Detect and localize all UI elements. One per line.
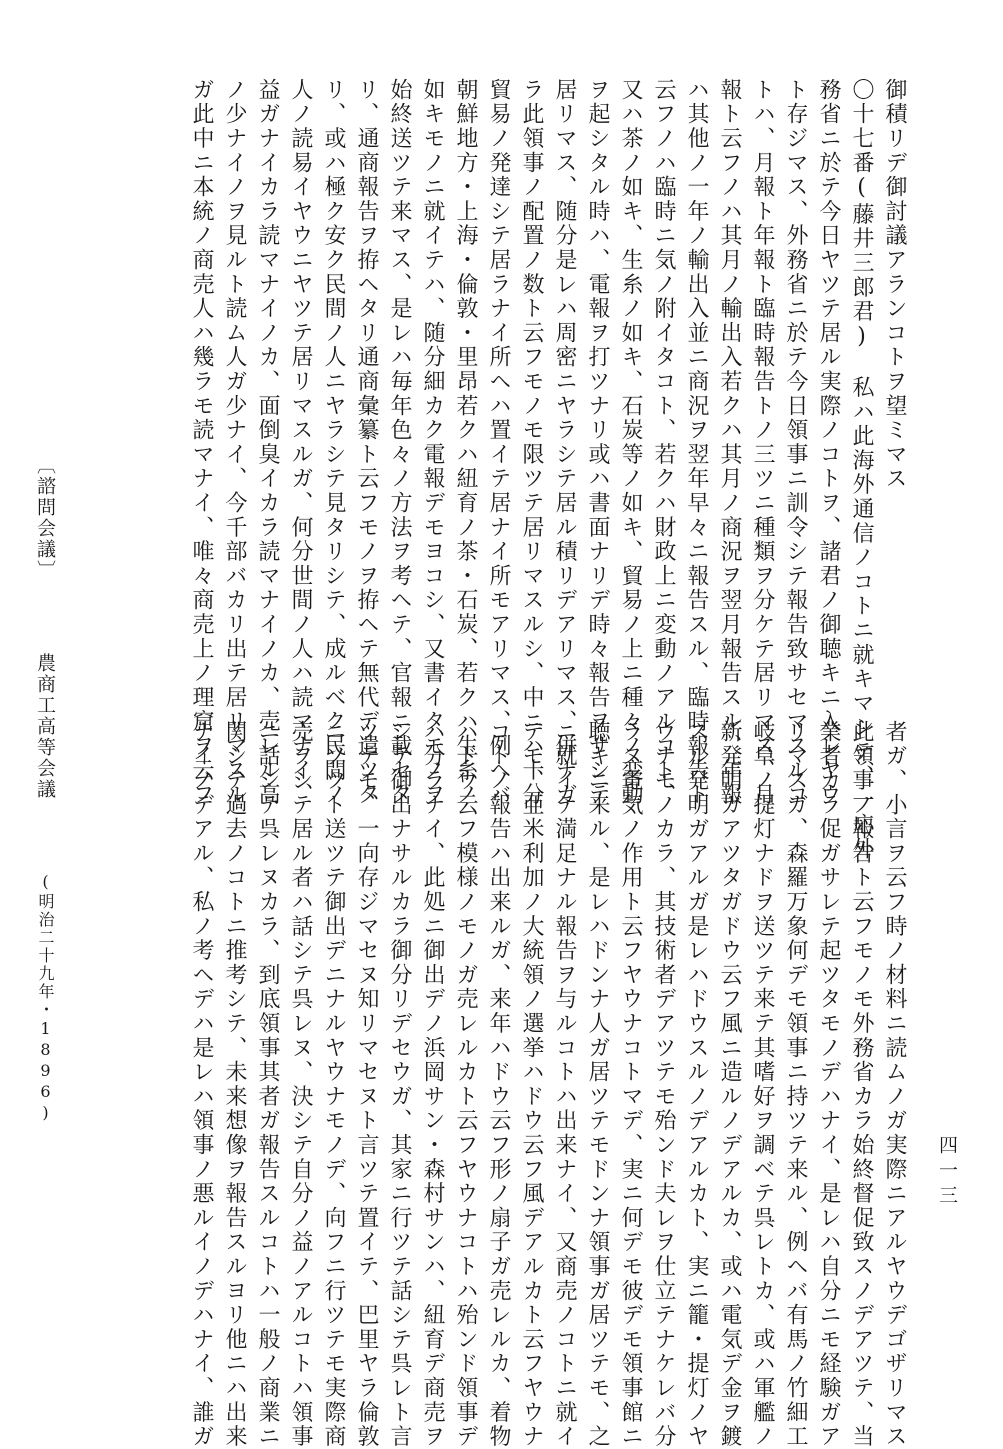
text-column: 御積リデ御討議アランコトヲ望ミマス	[882, 78, 907, 492]
text-column: 新発明ガアツタガドウ云フ風ニ造ルノデアルカ、或ハ電気デ金ヲ鍍	[717, 720, 742, 1449]
text-column: 業者カラ促ガサレテ起ツタモノデハナイ、是レハ自分ニモ経験ガア	[816, 720, 841, 1449]
upper-text-block	[71, 78, 911, 862]
text-column: ツテモ、一向存ジマセヌ知リマセヌト言ツテ置イテ、巴里ヤラ倫敦	[354, 720, 379, 1449]
running-footer	[32, 455, 59, 1124]
text-column: 云フノハ臨時ニ気ノ附イタコト、若クハ財政上ニ変動ノアルコト、	[651, 78, 676, 807]
text-column: 聴キニ来ル、是レハドンナ人ガ居ツテモドンナ領事ガ居ツテモ、之	[585, 720, 610, 1449]
text-column: 人ノ読易イヤウニヤツテ居リマスルガ、何分世間ノ人ハ読マナイ、	[288, 78, 313, 807]
text-column: リマスガ、森羅万象何デモ領事ニ持ツテ来ル、例ヘバ有馬ノ竹細工	[783, 720, 808, 1449]
text-column: 益ガナイカラ読マナイノカ、面倒臭イカラ読マナイノカ、売レル高	[255, 78, 280, 807]
text-column: テモ、亜米利加ノ大統領ノ選挙ハドウ云フ風デアルカト云フヤウナ	[519, 720, 544, 1449]
text-column: ニ話シテ呉レヌカラ、到底領事其者ガ報告スルコトハ一般ノ商業ニ	[255, 720, 280, 1449]
text-column: ハ分ラナイ、此処ニ御出デノ浜岡サン・森村サンハ、紐育デ商売ヲ	[420, 720, 445, 1449]
section-label: 〔諮問会議〕	[34, 455, 56, 581]
text-column: 〇十七番(藤井三郎君) 私ハ此海外通信ノコトニ就キマシテ、一応外	[849, 78, 874, 862]
text-column: ハドウ云フ模様ノモノガ売レルカト云フヤウナコトハ殆ンド領事デ	[453, 720, 478, 1449]
text-column: 報ト云フノハ其月ノ輸出入若クハ其月ノ商況ヲ翌月報告スル、年報	[717, 78, 742, 807]
text-column: 関シテ過去ノコトニ推考シテ、未来想像ヲ報告スルヨリ他ニハ出来	[222, 720, 247, 1449]
text-column: 岐阜ノ提灯ナドヲ送ツテ来テ其嗜好ヲ調ベテ呉レトカ、或ハ軍艦ノ	[750, 720, 775, 1449]
text-column: 者ガ、小言ヲ云フ時ノ材料ニ読ムノガ実際ニアルヤウデゴザリマス	[882, 720, 907, 1449]
text-column: ハ其他ノ一年ノ輸出入並ニ商況ヲ翌年早々ニ報告スル、臨時報告ト	[684, 78, 709, 807]
page-number: 四一三	[936, 1135, 958, 1210]
text-column: 此領事ノ報告ト云フモノモ外務省カラ始終督促致スノデアツテ、当	[849, 720, 874, 1449]
text-column: ト存ジマス、外務省ニ於テ今日領事ニ訓令シテ報告致サセマスルコ	[783, 78, 808, 807]
text-column: ニソツト送ツテ御出デニナルヤウナモノデ、向フニ行ツテモ実際商	[321, 720, 346, 1449]
text-column: ヲ起シタル時ハ、電報ヲ打ツナリ或ハ書面ナリデ時々報告ヲサシテ	[585, 78, 610, 807]
text-column: リ、或ハ極ク安ク民間ノ人ニヤラシテ見タリシテ、成ルベク民間ノ	[321, 78, 346, 807]
publication-title: 農商工高等会議	[34, 653, 56, 800]
text-column: ラヌ電気ノ作用ト云フヤウナコトマデ、実ニ何デモ彼デモ領事館ニ	[618, 720, 643, 1449]
text-column: トハ、月報ト年報ト臨時報告トノ三ツニ種類ヲ分ケテ居リマス、月	[750, 78, 775, 807]
text-column: ナイノデアル、私ノ考ヘデハ是レハ領事ノ悪ルイノデハナイ、誰ガ	[189, 720, 214, 1449]
text-column: ニ就イテ満足ナル報告ヲ与ルコトハ出来ナイ、又商売ノコトニ就イ	[552, 720, 577, 1449]
text-column: シテ御出ナサルカラ御分リデセウガ、其家ニ行ツテ話シテ呉レト言	[387, 720, 412, 1449]
lower-text-block	[71, 720, 911, 1449]
text-column: 貿易ノ発達シテ居ラナイ所ヘハ置イテ居ナイ所モアリマス、例ヘバ	[486, 78, 511, 807]
text-column: 又ハ茶ノ如キ、生糸ノ如キ、石炭等ノ如キ、貿易ノ上ニ種々ノ変動	[618, 78, 643, 807]
publication-year: (明治二十九年・1896)	[36, 872, 55, 1124]
text-column: 務省ニ於テ今日ヤツテ居ル実際ノコトヲ、諸君ノ御聴キニ入レヤウ	[816, 78, 841, 807]
text-column: 朝鮮地方・上海・倫敦・里昂若クハ紐育ノ茶・石炭、若クハ生糸ノ	[453, 78, 478, 807]
text-column: ラ此領事ノ配置ノ数ト云フモノモ限ツテ居リマスルシ、中ニハ十分	[519, 78, 544, 807]
text-column: 如キモノニ就イテハ、随分細カク電報デモヨコシ、又書イタモノヲ	[420, 78, 445, 807]
text-column: スル発明ガアルガ是レハドウスルノデアルカト、実ニ籠・提灯ノヤ	[684, 720, 709, 1449]
text-column: リ、通商報告ヲ拵ヘタリ通商彙纂ト云フモノヲ拵ヘテ無代デ遣ツタ	[354, 78, 379, 807]
text-column: ウナモノカラ、其技術者デアツテモ殆ンド夫レヲ仕立テナケレバ分	[651, 720, 676, 1449]
text-column: 始終送ツテ来マス、是レハ毎年色々ノ方法ヲ考ヘテ、官報ニ載セタ	[387, 78, 412, 807]
text-column: ガ此中ニ本統ノ商売人ハ幾ラモ読マナイ、唯々商売上ノ理窟ヲ云フ	[189, 78, 214, 807]
text-column: 売ヲシテ居ル者ハ話シテ呉レヌ、決シテ自分ノ益ノアルコトハ領事	[288, 720, 313, 1449]
text-column: 居リマス、随分是レハ周密ニヤラシテ居ル積リデアリマス、併ナガ	[552, 78, 577, 807]
text-column: ノ少ナイノヲ見ルト読ム人ガ少ナイ、今千部バカリ出テ居リマスル	[222, 78, 247, 807]
text-column: コトノ報告ハ出来ルガ、来年ハドウ云フ形ノ扇子ガ売レルカ、着物	[486, 720, 511, 1449]
